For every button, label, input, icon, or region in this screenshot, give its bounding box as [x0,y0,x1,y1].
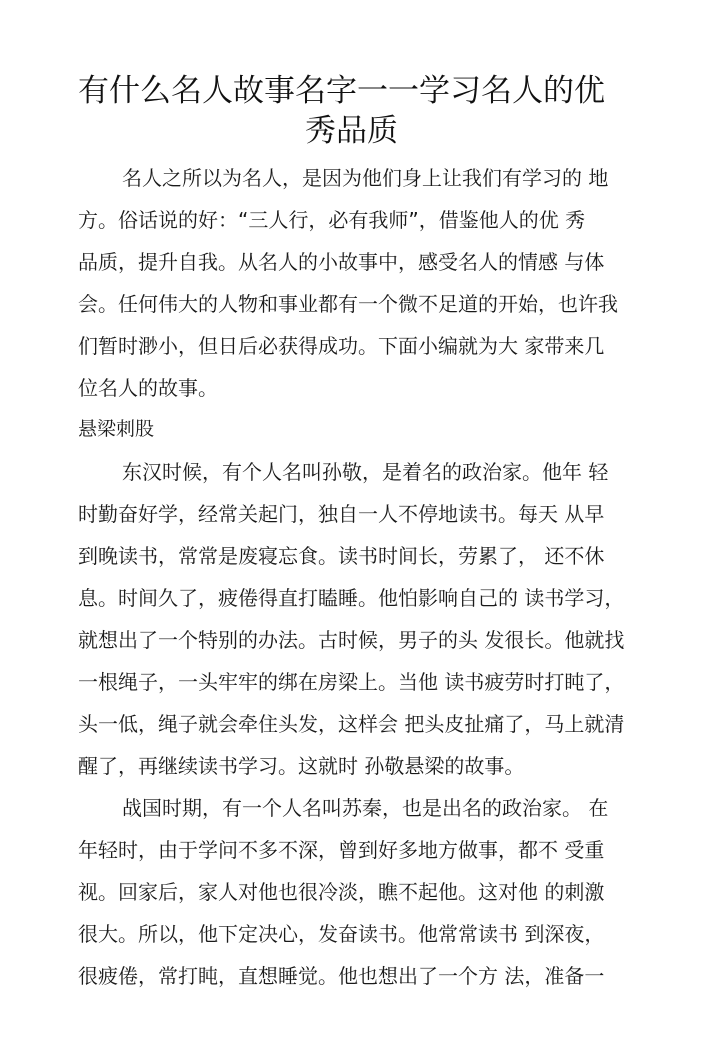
story1-line: 一根绳子，一头牢牢的绑在房梁上。当他 读书疲劳时打盹了， [78,670,625,694]
story1-line: 醒了，再继续读书学习。这就时 孙敬悬梁的故事。 [78,754,525,778]
story1-line: 息。时间久了，疲倦得直打瞌睡。他怕影响自己的 读书学习， [78,586,625,610]
story2-line: 战国时期，有一个人名叫苏秦，也是出名的政治家。 在 [122,796,609,820]
intro-line: 名人之所以为名人，是因为他们身上让我们有学习的 地 [122,166,609,190]
document-title-line-2: 秀品质 [305,113,398,149]
story1-line: 到晚读书，常常是废寝忘食。读书时间长，劳累了， 还不休 [78,544,605,568]
intro-line: 品质，提升自我。从名人的小故事中，感受名人的情感 与体 [78,250,605,274]
intro-line: 们暂时渺小，但日后必获得成功。下面小编就为大 家带来几 [78,334,605,358]
story2-line: 很疲倦，常打盹，直想睡觉。他也想出了一个方 法，准备一 [78,964,605,988]
intro-line: 方。俗话说的好：“三人行，必有我师”，借鉴他人的优 秀 [78,208,586,232]
story2-line: 年轻时，由于学问不多不深，曾到好多地方做事，都不 受重 [78,838,605,862]
story1-line: 头一低，绳子就会牵住头发，这样会 把头皮扯痛了，马上就清 [78,712,625,736]
story2-line: 视。回家后，家人对他也很冷淡，瞧不起他。这对他 的刺激 [78,880,605,904]
document-title-line-1: 有什么名人故事名字一一学习名人的优 [78,73,605,109]
section-heading: 悬梁刺股 [78,418,155,440]
story1-line: 东汉时候，有个人名叫孙敬，是着名的政治家。他年 轻 [122,460,609,484]
intro-line: 位名人的故事。 [78,376,218,400]
intro-line: 会。任何伟大的人物和事业都有一个微不足道的开始，也许我 [78,292,618,316]
story2-line: 很大。所以，他下定决心，发奋读书。他常常读书 到深夜， [78,922,605,946]
story1-line: 时勤奋好学，经常关起门，独自一人不停地读书。每天 从早 [78,502,605,526]
story1-line: 就想出了一个特别的办法。古时候，男子的头 发很长。他就找 [78,628,625,652]
